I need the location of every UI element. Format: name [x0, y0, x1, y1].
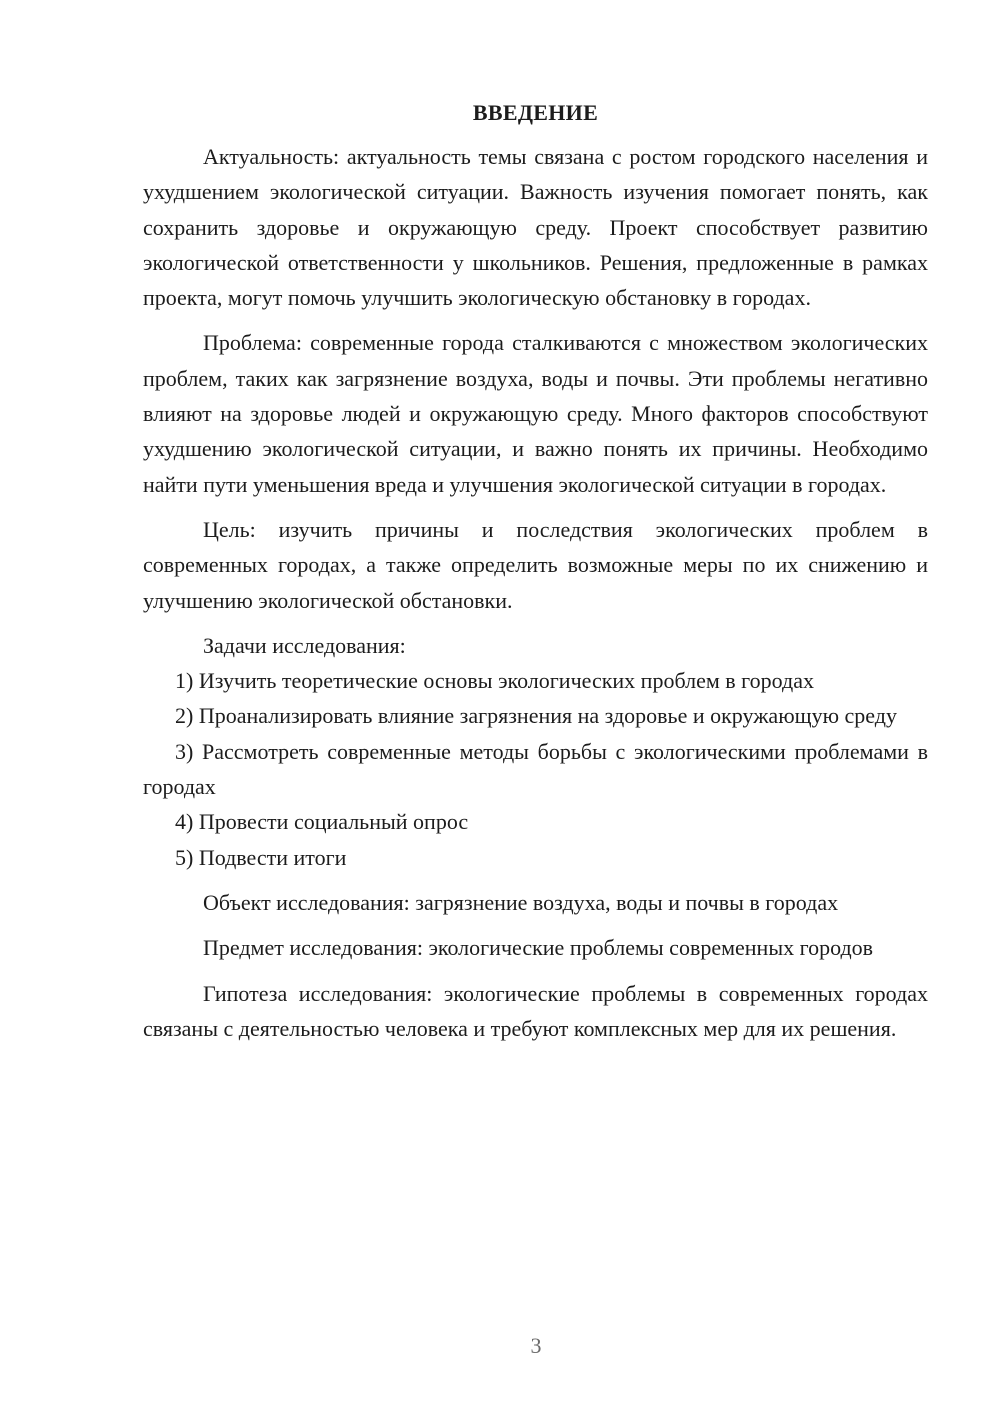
- research-subject: Предмет исследования: экологические проблемы современных городов: [203, 935, 874, 961]
- problem-paragraph: Проблема: современные города сталкиваются с множеством экологических проблем, таких как загрязнение воздуха, воды и почвы. Эти проблемы негативно влияют на здоровье людей и окружающую среду. Много факторов способствуют ухудшению экологической ситуации, и важно понять их причины. Необходимо найти пути уменьшения вреда и улучшения экологической ситуации в городах.: [143, 330, 928, 497]
- task-item: 3) Рассмотреть современные методы борьбы с экологическими проблемами в городах: [143, 738, 928, 800]
- research-object: Объект исследования: загрязнение воздуха, воды и почвы в городах: [203, 889, 839, 915]
- task-item: 5) Подвести итоги: [175, 844, 347, 870]
- relevance-paragraph: Актуальность: актуальность темы связана с ростом городского населения и ухудшением экологической ситуации. Важность изучения помогает понять, как сохранить здоровье и окружающую среду. Проект способствует развитию экологической ответственности у школьников. Решения, предложенные в рамках проекта, могут помочь улучшить экологическую обстановку в городах.: [143, 144, 928, 311]
- task-item: 4) Провести социальный опрос: [175, 809, 469, 835]
- tasks-heading: Задачи исследования:: [203, 632, 406, 658]
- section-title: ВВЕДЕНИЕ: [472, 100, 599, 125]
- document-body: [143, 95, 928, 1046]
- task-item: 1) Изучить теоретические основы экологических проблем в городах: [175, 668, 814, 694]
- goal-paragraph: Цель: изучить причины и последствия экологических проблем в современных городах, а также определить возможные меры по их снижению и улучшению экологической обстановки.: [143, 516, 928, 613]
- research-hypothesis: Гипотеза исследования: экологические проблемы в современных городах связаны с деятельностью человека и требуют комплексных мер для их решения.: [143, 980, 928, 1041]
- page-number: 3: [530, 1333, 542, 1358]
- task-item: 2) Проанализировать влияние загрязнения на здоровье и окружающую среду: [175, 703, 897, 729]
